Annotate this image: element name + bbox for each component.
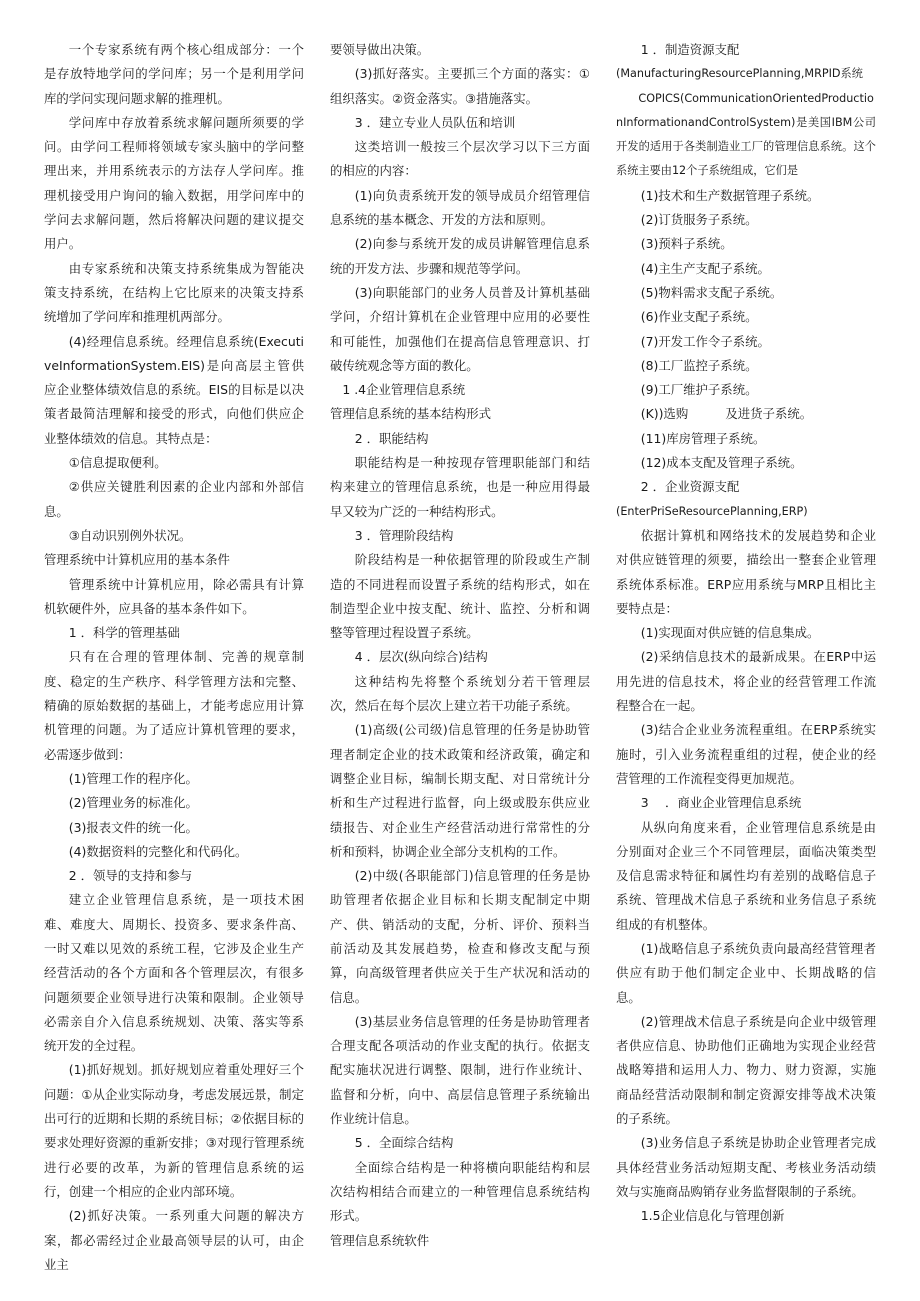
paragraph: (11)库房管理子系统。 bbox=[640, 430, 766, 446]
paragraph: 1 .4企业管理信息系统 bbox=[342, 382, 466, 398]
paragraph: (3)基层业务信息管理的任务是协助管理者合理支配各项活动的作业支配的执行。依据支配实施状况进行调整、限制，进行作业统计、监督和分析，向中、高层信息管理子系统输出作业统计信息。 bbox=[330, 1013, 590, 1127]
paragraph: 全面综合结构是一种将横向职能结构和层次结构相结合而建立的一种管理信息系统结构形式。 bbox=[330, 1159, 590, 1224]
paragraph: 阶段结构是一种依据管理的阶段或生产制造的不同进程而设置子系统的结构形式，如在制造型企业中按支配、统计、监控、分析和调整等管理过程设置子系统。 bbox=[330, 552, 590, 641]
paragraph: 这种结构先将整个系统划分若干管理层次，然后在每个层次上建立若干功能子系统。 bbox=[330, 673, 590, 714]
paragraph: 建立企业管理信息系统，是一项技术困难、难度大、周期长、投资多、要求条件高、一时又难以见效的系统工程，它涉及企业生产经营活动的各个方面和各个管理层次，有很多问题须要企业领导进行决策和限制。企业领导必需亲自介入信息系统规划、决策、落实等系统开发的全过程。 bbox=[44, 892, 304, 1054]
text-column-middle bbox=[330, 38, 590, 1301]
paragraph: (7)开发工作令子系统。 bbox=[640, 333, 770, 349]
paragraph: (12)成本支配及管理子系统。 bbox=[640, 455, 803, 471]
paragraph: 1.5企业信息化与管理创新 bbox=[640, 1208, 785, 1224]
paragraph: (3)抓好落实。主要抓三个方面的落实：①组织落实。②资金落实。③措施落实。 bbox=[330, 66, 590, 106]
paragraph: ③自动识别例外状况。 bbox=[68, 527, 192, 543]
paragraph: 一个专家系统有两个核心组成部分：一个是存放特地学问的学问库；另一个是利用学问库的学问实现问题求解的推理机。 bbox=[44, 42, 304, 106]
paragraph: (1)战略信息子系统负责向最高经营管理者供应有助于他们制定企业中、长期战略的信息。 bbox=[616, 940, 876, 1005]
paragraph: (1)实现面对供应链的信息集成。 bbox=[640, 625, 820, 641]
text-column-left bbox=[44, 38, 304, 1301]
paragraph: 依据计算机和网络技术的发展趋势和企业对供应链管理的须要，描绘出一整套企业管理系统体系标准。ERP应用系统与MRP且相比主要特点是： bbox=[616, 527, 876, 616]
paragraph: COPICS(CommunicationOrientedProductionInformationandControlSystem)是美国IBM公司开发的适用于各类制造业工厂的管理信息系统。这个系统主要由12个子系统组成，它们是 bbox=[616, 91, 876, 178]
paragraph: 这类培训一般按三个层次学习以下三方面的相应的内容： bbox=[330, 139, 590, 179]
paragraph: (3)结合企业业务流程重组。在ERP系统实施时，引入业务流程重组的过程，使企业的经营管理的工作流程变得更加规范。 bbox=[616, 722, 876, 786]
paragraph: (2)向参与系统开发的成员讲解管理信息系统的开发方法、步骤和规范等学问。 bbox=[330, 236, 590, 276]
paragraph: (2)采纳信息技术的最新成果。在ERP中运用先进的信息技术，将企业的经营管理工作流程整合在一起。 bbox=[616, 649, 876, 714]
paragraph: 3 ．商业企业管理信息系统 bbox=[640, 795, 802, 811]
paragraph: 由专家系统和决策支持系统集成为智能决策支持系统，在结构上它比原来的决策支持系统增加了学问库和推理机两部分。 bbox=[44, 260, 304, 325]
paragraph: (5)物料需求支配子系统。 bbox=[640, 284, 783, 300]
paragraph: (8)工厂监控子系统。 bbox=[640, 357, 758, 373]
paragraph: 3 ．建立专业人员队伍和培训 bbox=[354, 114, 516, 130]
paragraph: 2 ．企业资源支配 bbox=[640, 479, 740, 495]
paragraph: 2 ．职能结构 bbox=[354, 430, 429, 446]
paragraph: 管理信息系统的基本结构形式 bbox=[330, 406, 492, 422]
paragraph: (1)高级(公司级)信息管理的任务是协助管理者制定企业的技术政策和经济政策，确定和调整企业目标，编制长期支配、对日常统计分析和生产过程进行监督，向上级或股东供应业绩报告、对企业生产经营活动进行常常性的分析和预料，协调企业全部分支机构的工作。 bbox=[330, 722, 590, 859]
paragraph: (1)技术和生产数据管理子系统。 bbox=[640, 187, 820, 203]
paragraph: (1)向负责系统开发的领导成员介绍管理信息系统的基本概念、开发的方法和原则。 bbox=[330, 187, 590, 228]
paragraph: (4)数据资料的完整化和代码化。 bbox=[68, 843, 248, 859]
paragraph: 2 ．领导的支持和参与 bbox=[68, 868, 193, 884]
paragraph: 职能结构是一种按现存管理职能部门和结构来建立的管理信息系统，也是一种应用得最早又较为广泛的一种结构形式。 bbox=[330, 455, 590, 519]
paragraph: ①信息提取便利。 bbox=[68, 455, 167, 471]
paragraph: 学问库中存放着系统求解问题所须要的学问。由学问工程师将领域专家头脑中的学问整理出来，并用系统表示的方法存人学问库。推理机接受用户询问的输入数据，用学问库中的学问去求解问题，然后将解决问题的建议提交用户。 bbox=[44, 114, 304, 252]
paragraph: 要领导做出决策。 bbox=[330, 42, 430, 57]
paragraph: (4)经理信息系统。经理信息系统(ExecutiveInformationSystem.EIS)是向高层主管供应企业整体绩效信息的系统。EIS的目标是以决策者最简洁理解和接受的形式，向他们供应企业整体绩效的信息。其特点是： bbox=[44, 333, 304, 446]
paragraph: (2)管理战术信息子系统是向企业中级管理者供应信息、协助他们正确地为实现企业经营战略筹措和运用人力、物力、财力资源，实施商品经营活动限制和制定资源安排等战术决策的子系统。 bbox=[616, 1013, 876, 1127]
paragraph: 1 ．制造资源支配 bbox=[640, 42, 740, 57]
paragraph: (6)作业支配子系统。 bbox=[640, 309, 758, 325]
paragraph: ②供应关键胜利因素的企业内部和外部信息。 bbox=[44, 479, 304, 519]
paragraph: (3)预料子系统。 bbox=[640, 236, 733, 252]
paragraph: (3)报表文件的统一化。 bbox=[68, 819, 198, 835]
paragraph: (2)中级(各职能部门)信息管理的任务是协助管理者依据企业目标和长期支配制定中期产、供、销活动的支配，分析、评价、预料当前活动及其发展趋势，检查和修改支配与预算，向高级管理者供应关于生产状况和活动的信息。 bbox=[330, 868, 590, 1005]
paragraph: 4 ．层次(纵向综合)结构 bbox=[354, 649, 488, 665]
paragraph: (1)管理工作的程序化。 bbox=[68, 770, 198, 786]
paragraph: 管理信息系统软件 bbox=[330, 1232, 430, 1248]
paragraph: 管理系统中计算机应用，除必需具有计算机软硬件外，应具备的基本条件如下。 bbox=[44, 576, 304, 616]
paragraph: (2)订货服务子系统。 bbox=[640, 212, 758, 228]
paragraph: 5 ．全面综合结构 bbox=[354, 1135, 454, 1151]
paragraph: (1)抓好规划。抓好规划应着重处理好三个问题：①从企业实际动身，考虑发展远景，制定出可行的近期和长期的系统目标；②依据目标的要求处理好资源的重新安排；③对现行管理系统进行必要的改革，为新的管理信息系统的运行，创建一个相应的企业内部环境。 bbox=[44, 1062, 304, 1199]
paragraph: 管理系统中计算机应用的基本条件 bbox=[44, 552, 230, 568]
paragraph: 3 ．管理阶段结构 bbox=[354, 527, 454, 543]
paragraph: (9)工厂维护子系统。 bbox=[640, 382, 758, 398]
paragraph: (2)管理业务的标准化。 bbox=[68, 795, 198, 811]
paragraph: 只有在合理的管理体制、完善的规章制度、稳定的生产秩序、科学管理方法和完整、精确的原始数据的基础上，才能考虑应用计算机管理的问题。为了适应计算机管理的要求，必需逐步做到： bbox=[44, 649, 304, 762]
paragraph: (K))选购 及进货子系统。 bbox=[640, 406, 813, 422]
paragraph: 1 ．科学的管理基础 bbox=[68, 625, 180, 641]
paragraph: 从纵向角度来看，企业管理信息系统是由分别面对企业三个不同管理层，面临决策类型及信息需求特征和属性均有差别的战略信息子系统、管理战术信息子系统和业务信息子系统组成的有机整体。 bbox=[616, 819, 876, 932]
paragraph: (EnterPriSeResourcePlanning,ERP) bbox=[616, 504, 808, 518]
paragraph: (4)主生产支配子系统。 bbox=[640, 260, 770, 276]
text-column-right bbox=[616, 38, 876, 1301]
paragraph: (ManufacturingResourcePlanning,MRPID系统 bbox=[616, 67, 863, 81]
paragraph: (3)向职能部门的业务人员普及计算机基础学问，介绍计算机在企业管理中应用的必要性和可能性，加强他们在提高信息管理意识、打破传统观念等方面的教化。 bbox=[330, 284, 590, 373]
paragraph: (3)业务信息子系统是协助企业管理者完成具体经营业务活动短期支配、考核业务活动绩效与实施商品购销存业务监督限制的子系统。 bbox=[616, 1135, 876, 1199]
paragraph: (2)抓好决策。一系列重大问题的解决方案，都必需经过企业最高领导层的认可，由企业主 bbox=[44, 1208, 304, 1272]
